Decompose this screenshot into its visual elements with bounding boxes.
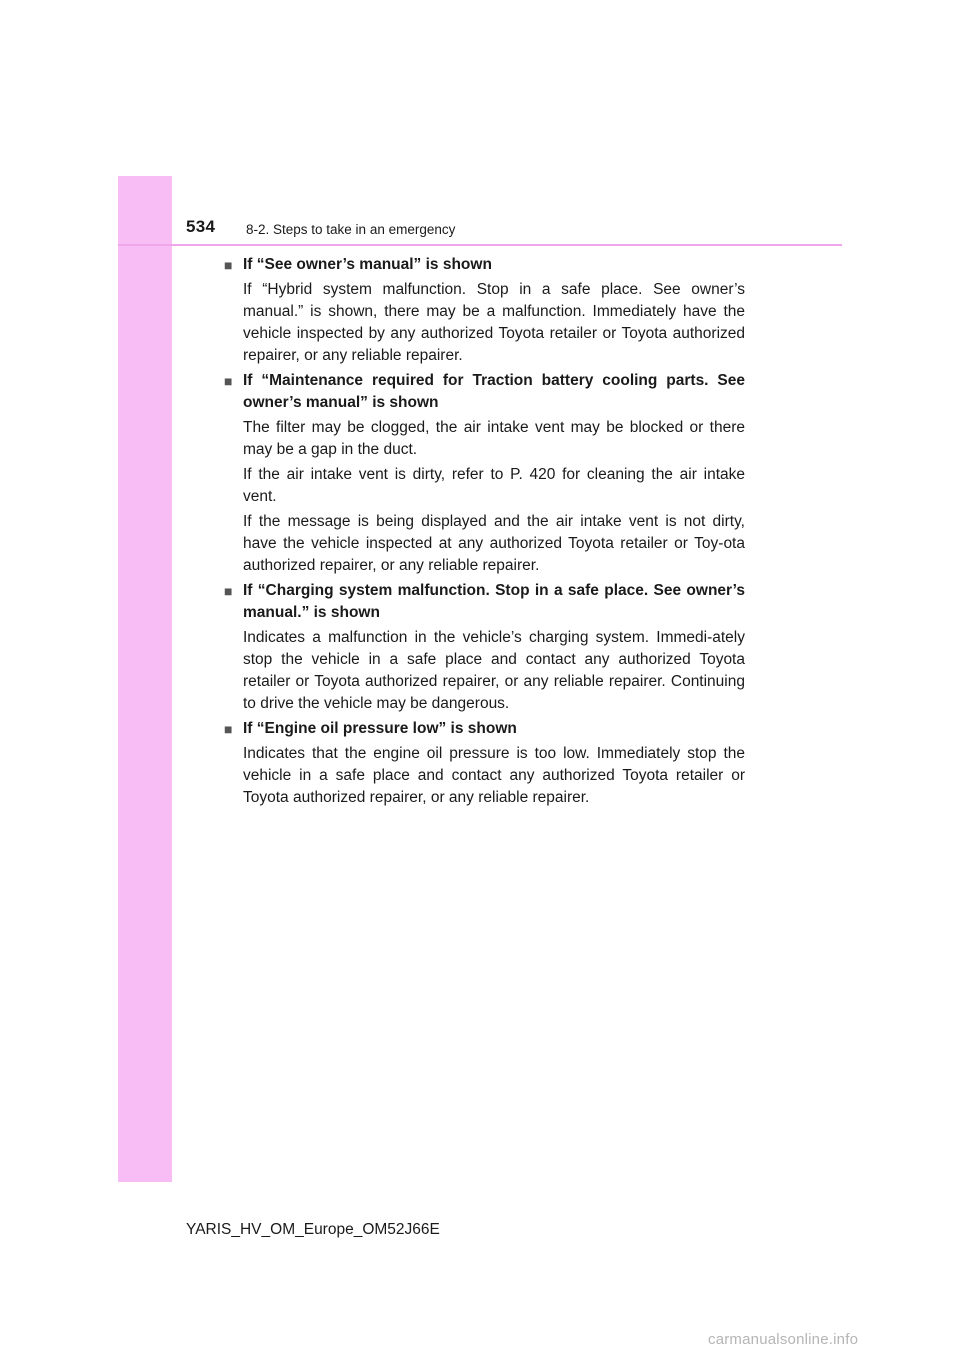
item-paragraph: If the air intake vent is dirty, refer to P. 420 for cleaning the air intake vent. — [243, 466, 745, 505]
page-content — [224, 254, 745, 812]
item-heading — [224, 580, 745, 624]
page-number: 534 — [186, 217, 216, 236]
section-title: 8-2. Steps to take in an emergency — [246, 222, 456, 237]
list-item — [224, 718, 745, 809]
chapter-tab-sidebar — [118, 176, 172, 1182]
list-item — [224, 370, 745, 577]
manual-code-footer: YARIS_HV_OM_Europe_OM52J66E — [186, 1221, 440, 1238]
item-heading-text: If “See owner’s manual” is shown — [243, 256, 492, 273]
square-bullet-icon: ■ — [224, 721, 233, 737]
item-heading-text: If “Maintenance required for Traction battery cooling parts. See owner’s manual” is shown — [243, 372, 745, 411]
square-bullet-icon: ■ — [224, 583, 233, 599]
list-item — [224, 580, 745, 715]
item-heading — [224, 718, 745, 740]
item-paragraph: Indicates that the engine oil pressure is too low. Immediately stop the vehicle in a safe place and contact any authorized Toyota retailer or Toyota authorized repairer, or any reliable repairer. — [243, 745, 745, 806]
list-item — [224, 254, 745, 367]
item-paragraph: If the message is being displayed and the air intake vent is not dirty, have the vehicle inspected at any authorized Toyota retailer or Toy-ota authorized repairer, or any reliable repairer. — [243, 513, 745, 574]
item-heading-text: If “Charging system malfunction. Stop in a safe place. See owner’s manual.” is shown — [243, 582, 745, 621]
square-bullet-icon: ■ — [224, 373, 233, 389]
square-bullet-icon: ■ — [224, 257, 233, 273]
header-rule — [118, 244, 842, 246]
item-heading — [224, 254, 745, 276]
watermark: carmanualsonline.info — [708, 1331, 859, 1348]
item-paragraph: If “Hybrid system malfunction. Stop in a safe place. See owner’s manual.” is shown, there may be a malfunction. Immediately have the vehicle inspected by any authorized Toyota retailer or Toyota authorized repairer, or any reliable repairer. — [243, 281, 745, 364]
item-paragraph: The filter may be clogged, the air intake vent may be blocked or there may be a gap in the duct. — [243, 419, 745, 458]
item-paragraph: Indicates a malfunction in the vehicle’s charging system. Immedi-ately stop the vehicle in a safe place and contact any authorized Toyota retailer or Toyota authorized repairer, or any reliable repairer. Continuing to drive the vehicle may be dangerous. — [243, 629, 745, 712]
item-heading — [224, 370, 745, 414]
item-heading-text: If “Engine oil pressure low” is shown — [243, 720, 517, 737]
